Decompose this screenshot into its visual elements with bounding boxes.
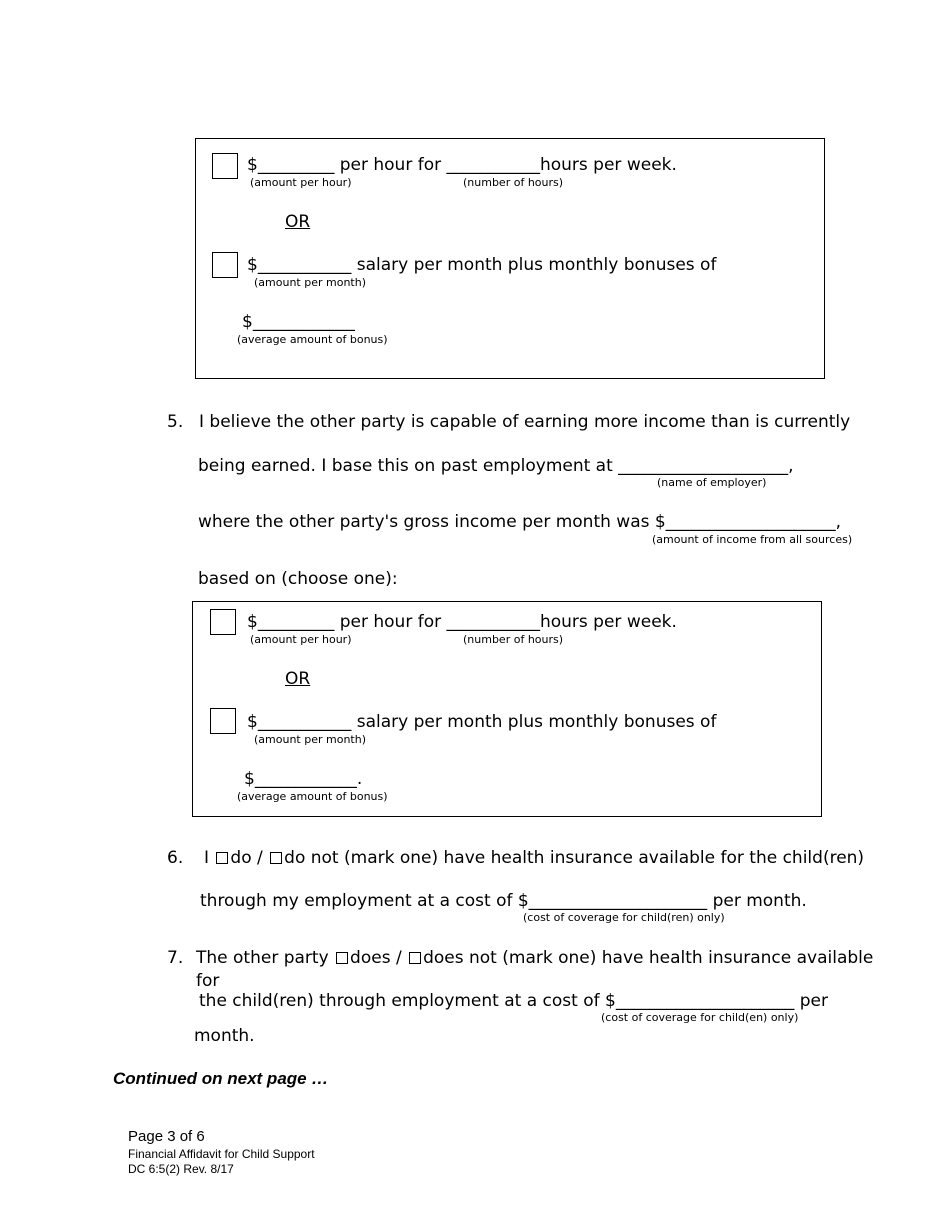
item-6-do-not-checkbox[interactable] [270, 852, 282, 864]
item-7-opt-does: does / [350, 948, 402, 968]
item-6-pre: I [204, 848, 210, 868]
item-6-cost-caption: (cost of coverage for child(ren) only) [523, 911, 725, 924]
item-7-line-1 [196, 948, 873, 968]
bonus-caption-1: (average amount of bonus) [237, 333, 388, 346]
footer-page-number: Page 3 of 6 [128, 1128, 205, 1145]
item-7-pre: The other party [196, 948, 329, 968]
continued-note: Continued on next page … [113, 1069, 329, 1088]
income-caption: (amount of income from all sources) [652, 533, 853, 546]
item-5-line-1: I believe the other party is capable of earning more income than is currently [199, 412, 851, 432]
item-7-cost-caption: (cost of coverage for child(en) only) [601, 1011, 799, 1024]
item-7-line-1b: for [196, 971, 220, 991]
hourly-amount-caption-1: (amount per hour) [250, 176, 352, 189]
item-5-line-3: where the other party's gross income per month was $____________________, [198, 512, 842, 532]
salary-checkbox-2[interactable] [210, 708, 236, 734]
or-label-1: OR [285, 212, 311, 232]
salary-checkbox-1[interactable] [212, 252, 238, 278]
hourly-checkbox-1[interactable] [212, 153, 238, 179]
item-6-line-2: through my employment at a cost of $_____________________ per month. [200, 891, 807, 911]
hourly-amount-caption-2: (amount per hour) [250, 633, 352, 646]
salary-caption-2: (amount per month) [254, 733, 366, 746]
footer-form-title: Financial Affidavit for Child Support [128, 1147, 315, 1161]
employer-caption: (name of employer) [657, 476, 767, 489]
hourly-hours-caption-1: (number of hours) [463, 176, 564, 189]
item-7-line-2: the child(ren) through employment at a cost of $_____________________ per [199, 991, 828, 1011]
item-6-do-checkbox[interactable] [216, 852, 228, 864]
item-5-line-2: being earned. I base this on past employment at ____________________, [198, 456, 794, 476]
item-6-opt-do-not: do not (mark one) have health insurance available for the child(ren) [284, 848, 865, 868]
bonus-line-1: $____________ [242, 312, 355, 332]
or-label-2: OR [285, 669, 311, 689]
bonus-caption-2: (average amount of bonus) [237, 790, 388, 803]
item-6-line-1 [204, 848, 864, 868]
hourly-line-1: $_________ per hour for ___________hours per week. [247, 155, 677, 175]
item-6-number: 6. [167, 848, 184, 868]
item-7-opt-does-not: does not (mark one) have health insurance available [423, 948, 874, 968]
salary-caption-1: (amount per month) [254, 276, 366, 289]
item-7-does-not-checkbox[interactable] [409, 952, 421, 964]
hourly-hours-caption-2: (number of hours) [463, 633, 564, 646]
hourly-line-2: $_________ per hour for ___________hours per week. [247, 612, 677, 632]
item-7-line-3: month. [194, 1026, 255, 1046]
salary-line-1: $___________ salary per month plus monthly bonuses of [247, 255, 717, 275]
item-5-number: 5. [167, 412, 184, 432]
item-7-number: 7. [167, 948, 184, 968]
salary-line-2: $___________ salary per month plus monthly bonuses of [247, 712, 717, 732]
bonus-line-2: $____________. [244, 769, 363, 789]
hourly-checkbox-2[interactable] [210, 609, 236, 635]
footer-form-code: DC 6:5(2) Rev. 8/17 [128, 1162, 234, 1176]
item-5-line-4: based on (choose one): [198, 569, 398, 589]
item-7-does-checkbox[interactable] [336, 952, 348, 964]
item-6-opt-do: do / [230, 848, 263, 868]
